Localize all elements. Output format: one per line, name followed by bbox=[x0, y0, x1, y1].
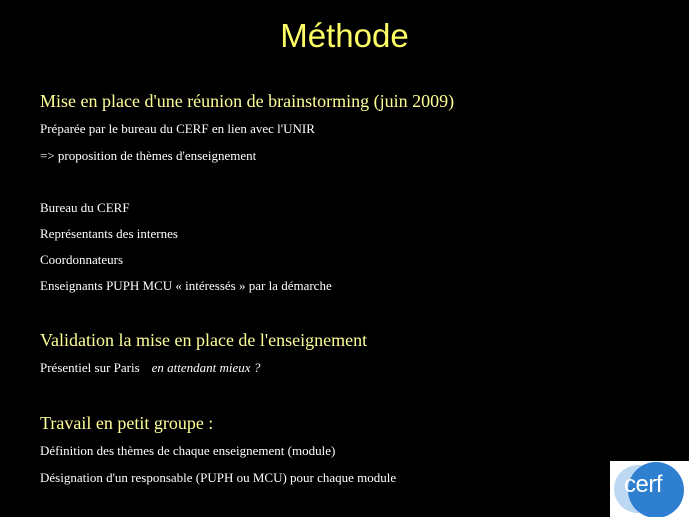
logo-text: cerf bbox=[624, 471, 663, 498]
cerf-logo bbox=[610, 461, 689, 517]
section-travail-line-1: Définition des thèmes de chaque enseignement (module) bbox=[40, 443, 336, 458]
slide-title: Méthode bbox=[280, 17, 409, 54]
participant-line-3: Coordonnateurs bbox=[40, 252, 124, 267]
section-travail-line-2: Désignation d'un responsable (PUPH ou MCU) pour chaque module bbox=[40, 470, 397, 485]
participant-line-4: Enseignants PUPH MCU « intéressés » par la démarche bbox=[40, 278, 332, 293]
section-travail-heading: Travail en petit groupe : bbox=[40, 413, 214, 433]
section-validation-heading: Validation la mise en place de l'enseignement bbox=[40, 330, 368, 350]
section-brainstorming-heading: Mise en place d'une réunion de brainstorming (juin 2009) bbox=[40, 91, 455, 111]
italic-note: en attendant mieux ? bbox=[151, 360, 261, 375]
participant-line-2: Représentants des internes bbox=[40, 226, 178, 241]
section-brainstorming-line-1: Préparée par le bureau du CERF en lien avec l'UNIR bbox=[40, 121, 315, 136]
presentiel-text: Présentiel sur Paris bbox=[40, 360, 140, 375]
participant-line-1: Bureau du CERF bbox=[40, 200, 130, 215]
section-validation-line bbox=[40, 360, 260, 376]
section-brainstorming-line-2: => proposition de thèmes d'enseignement bbox=[40, 148, 257, 163]
